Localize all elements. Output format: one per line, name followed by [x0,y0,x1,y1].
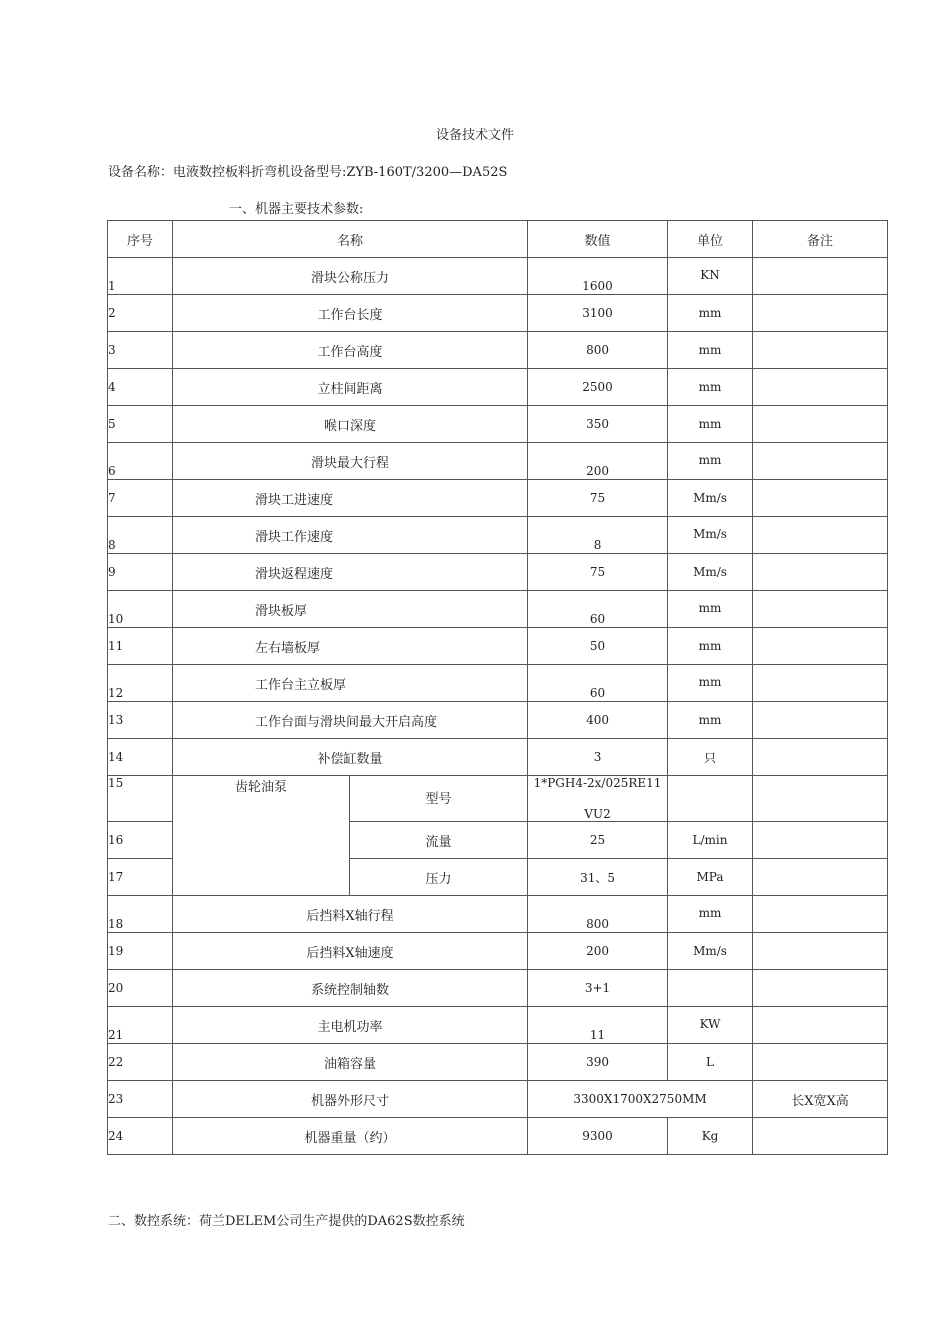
row-no: 24 [108,1118,173,1155]
row-no: 3 [108,332,173,369]
row-note [753,702,888,739]
row-name: 滑块工进速度 [173,480,528,517]
row-subname: 压力 [350,859,528,896]
row-note [753,739,888,776]
row-note [753,406,888,443]
row-name: 主电机功率 [173,1007,528,1044]
table-row [108,591,888,628]
row-name: 滑块板厚 [173,591,528,628]
row-note [753,822,888,859]
row-name: 左右墙板厚 [173,628,528,665]
row-no: 11 [108,628,173,665]
device-name-and-model: 设备名称：电液数控板料折弯机设备型号:ZYB-160T/3200—DA52S [108,165,508,180]
row-note [753,554,888,591]
row-name: 工作台面与滑块间最大开启高度 [173,702,528,739]
row-name: 滑块工作速度 [173,517,528,554]
row-unit [668,970,753,1007]
row-name: 后挡料X轴速度 [173,933,528,970]
row-unit: mm [668,332,753,369]
row-unit: mm [668,369,753,406]
row-unit: L/min [668,822,753,859]
row-value: 800 [528,896,668,933]
row-no: 15 [108,776,173,822]
row-value: 8 [528,517,668,554]
row-no: 14 [108,739,173,776]
row-value: 3+1 [528,970,668,1007]
row-name: 工作台长度 [173,295,528,332]
row-value: 3300X1700X2750MM [528,1081,753,1118]
table-row [108,933,888,970]
row-note [753,591,888,628]
row-value: 2500 [528,369,668,406]
row-no: 7 [108,480,173,517]
row-unit: mm [668,665,753,702]
table-row [108,480,888,517]
row-name: 工作台高度 [173,332,528,369]
row-no: 18 [108,896,173,933]
table-row [108,1081,888,1118]
row-note [753,258,888,295]
row-name: 工作台主立板厚 [173,665,528,702]
row-name: 滑块最大行程 [173,443,528,480]
row-no: 12 [108,665,173,702]
row-name: 机器重量（约） [173,1118,528,1155]
header-name: 名称 [173,221,528,258]
row-no: 6 [108,443,173,480]
row-unit: MPa [668,859,753,896]
document-title: 设备技术文件 [435,128,514,143]
row-note [753,859,888,896]
row-note [753,443,888,480]
row-unit: L [668,1044,753,1081]
row-note [753,1044,888,1081]
table-header-row [108,221,888,258]
row-value-line2: VU2 [584,807,611,821]
header-value: 数值 [528,221,668,258]
table-row [108,970,888,1007]
row-value: 25 [528,822,668,859]
pump-group-label: 齿轮油泵 [173,776,350,896]
header-unit: 单位 [668,221,753,258]
row-name: 补偿缸数量 [173,739,528,776]
row-value: 75 [528,480,668,517]
row-note [753,517,888,554]
row-name: 滑块返程速度 [173,554,528,591]
row-name: 系统控制轴数 [173,970,528,1007]
table-row [108,258,888,295]
row-unit: Mm/s [668,480,753,517]
row-subname: 型号 [350,776,528,822]
row-no: 19 [108,933,173,970]
row-unit: Mm/s [668,933,753,970]
row-value: 75 [528,554,668,591]
header-note: 备注 [753,221,888,258]
table-row [108,1118,888,1155]
spec-table [107,220,888,1155]
row-name: 滑块公称压力 [173,258,528,295]
row-unit: mm [668,295,753,332]
row-value: 200 [528,443,668,480]
table-row [108,406,888,443]
table-row [108,628,888,665]
row-value: 390 [528,1044,668,1081]
row-no: 9 [108,554,173,591]
row-no: 16 [108,822,173,859]
row-note [753,369,888,406]
row-value [528,776,668,822]
table-row [108,739,888,776]
row-unit: mm [668,702,753,739]
row-value: 9300 [528,1118,668,1155]
row-value: 31、5 [528,859,668,896]
row-no: 4 [108,369,173,406]
table-row [108,332,888,369]
row-unit: 只 [668,739,753,776]
row-value: 3 [528,739,668,776]
section-heading-parameters: 一、机器主要技术参数: [229,202,364,217]
row-value: 400 [528,702,668,739]
row-unit: KN [668,258,753,295]
row-unit: mm [668,443,753,480]
row-no: 10 [108,591,173,628]
row-note [753,665,888,702]
row-note [753,332,888,369]
row-name: 喉口深度 [173,406,528,443]
table-row [108,1007,888,1044]
row-value: 350 [528,406,668,443]
row-name: 后挡料X轴行程 [173,896,528,933]
row-note [753,776,888,822]
table-row [108,517,888,554]
row-note [753,896,888,933]
row-note [753,933,888,970]
section-heading-cnc-system: 二、数控系统：荷兰DELEM公司生产提供的DA62S数控系统 [108,1214,465,1229]
row-note [753,628,888,665]
row-name: 油箱容量 [173,1044,528,1081]
table-row [108,702,888,739]
row-name: 立柱间距离 [173,369,528,406]
row-value: 50 [528,628,668,665]
row-unit [668,776,753,822]
row-no: 8 [108,517,173,554]
row-note [753,970,888,1007]
row-note [753,295,888,332]
row-value: 60 [528,591,668,628]
row-unit: KW [668,1007,753,1044]
table-row [108,776,888,822]
row-unit: Kg [668,1118,753,1155]
row-value: 60 [528,665,668,702]
row-no: 5 [108,406,173,443]
row-note [753,1007,888,1044]
row-unit: mm [668,896,753,933]
row-no: 2 [108,295,173,332]
row-unit: mm [668,591,753,628]
table-row [108,369,888,406]
row-no: 23 [108,1081,173,1118]
row-value: 1600 [528,258,668,295]
table-row [108,665,888,702]
row-unit: mm [668,628,753,665]
row-value: 3100 [528,295,668,332]
row-note: 长X宽X高 [753,1081,888,1118]
row-unit: Mm/s [668,554,753,591]
table-row [108,1044,888,1081]
table-row [108,896,888,933]
row-no: 13 [108,702,173,739]
row-unit: Mm/s [668,517,753,554]
row-value-line1: 1*PGH4-2x/025RE11 [533,776,662,790]
row-subname: 流量 [350,822,528,859]
row-note [753,480,888,517]
row-no: 21 [108,1007,173,1044]
row-note [753,1118,888,1155]
row-name: 机器外形尺寸 [173,1081,528,1118]
table-row [108,443,888,480]
row-value: 11 [528,1007,668,1044]
row-unit: mm [668,406,753,443]
header-no: 序号 [108,221,173,258]
row-value: 200 [528,933,668,970]
row-no: 22 [108,1044,173,1081]
row-value: 800 [528,332,668,369]
row-no: 1 [108,258,173,295]
row-no: 20 [108,970,173,1007]
table-row [108,295,888,332]
table-row [108,554,888,591]
row-no: 17 [108,859,173,896]
